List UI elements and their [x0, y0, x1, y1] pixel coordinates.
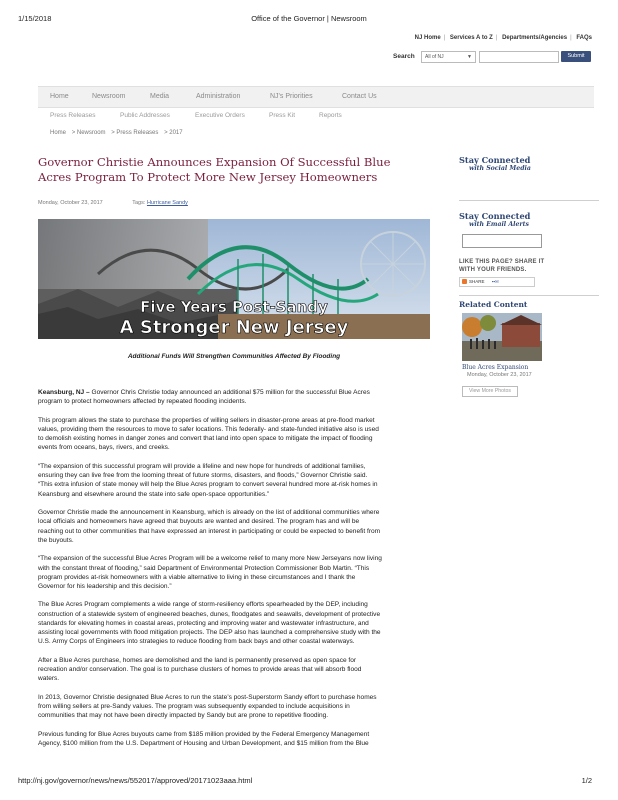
- paragraph: [38, 508, 430, 545]
- body-line: U.S. Army Corps of Engineers into strategies to reduce flooding from back bays and other coastal waterways.: [38, 638, 355, 646]
- related-title[interactable]: Blue Acres Expansion: [462, 364, 529, 371]
- paragraph: [38, 554, 430, 591]
- social-media-link[interactable]: with Social Media: [469, 165, 531, 172]
- body-line: In 2013, Governor Christie designated Blue Acres to run the state’s post-Superstorm Sandy effort to purchase homes: [38, 693, 377, 701]
- print-title: Office of the Governor | Newsroom: [251, 14, 367, 23]
- top-links: [415, 35, 592, 41]
- body-line: communities that may not have been directly impacted by Sandy but are prone to repetitive flooding.: [38, 712, 329, 720]
- breadcrumb: [50, 130, 187, 136]
- breadcrumb-press-releases[interactable]: > Press Releases: [111, 130, 159, 136]
- stay-connected-social-heading[interactable]: Stay Connected: [459, 155, 531, 165]
- hero-image: [38, 219, 430, 339]
- body-line: Governor Christie made the announcement in Keansburg, which is already on the list of additional communities where: [38, 509, 380, 517]
- view-more-photos-button[interactable]: View More Photos: [462, 386, 518, 397]
- article-subtitle: Additional Funds Will Strengthen Communities Affected By Flooding: [127, 353, 341, 360]
- search-scope-select[interactable]: [421, 51, 476, 63]
- body-text: Governor Chris Christie today announced an additional $75 million for the successful Blue Acres: [89, 389, 370, 396]
- page-number: 1/2: [581, 776, 592, 785]
- body-line: Previous funding for Blue Acres buyouts came from $185 million provided by the Federal Emergency Management: [38, 730, 370, 738]
- subnav-reports[interactable]: Reports: [319, 112, 342, 119]
- share-label: SHARE: [469, 279, 485, 284]
- divider: [459, 295, 599, 296]
- breadcrumb-year[interactable]: > 2017: [164, 130, 183, 136]
- top-link-faqs[interactable]: FAQs: [576, 35, 592, 41]
- body-line: from willing sellers at pre-Sandy values. The program was subsequently expanded to include acquisitions in: [38, 703, 350, 711]
- nav-priorities[interactable]: NJ's Priorities: [270, 93, 313, 100]
- nav-administration[interactable]: Administration: [196, 93, 241, 100]
- article-meta: [38, 200, 188, 206]
- body-line: reaching out to other communities that have expressed an interest in participating or could be expected to benefit from: [38, 527, 381, 535]
- body-line: Keansburg and elsewhere around the state into safe open-space opportunities.”: [38, 490, 270, 498]
- body-line: “The expansion of the successful Blue Acres Program will be a welcome relief to many more New Jerseyans now living: [38, 555, 382, 563]
- body-line: events from oceans, bays, rivers, and creeks.: [38, 444, 170, 452]
- search-input[interactable]: [479, 51, 559, 63]
- subnav-public-addresses[interactable]: Public Addresses: [120, 112, 170, 119]
- body-line: This program allows the state to purchase the properties of willing sellers in disaster-prone areas at pre-flood market: [38, 416, 375, 424]
- article-date: Monday, October 23, 2017: [38, 200, 103, 206]
- share-prompt-line: WITH YOUR FRIENDS.: [459, 267, 527, 273]
- related-photo[interactable]: [462, 313, 542, 361]
- body-line: assisting local governments with flood mitigation projects. The DEP also has launched a comprehensive study with the: [38, 629, 381, 637]
- body-line: with the constant threat of flooding,” said Department of Environmental Protection Commissioner Bob Martin. “This: [38, 564, 370, 572]
- body-line: standards for elevating homes in coastal areas, protecting and improving water and wastewater infrastructure, and: [38, 619, 369, 627]
- nav-newsroom[interactable]: Newsroom: [92, 93, 126, 100]
- breadcrumb-newsroom[interactable]: > Newsroom: [71, 130, 106, 136]
- top-link-departments[interactable]: Departments/Agencies: [502, 35, 568, 41]
- body-line: to demolish existing homes in danger zones and convert that land into open space to mitigate the impact of flooding: [38, 435, 373, 443]
- subnav-press-kit[interactable]: Press Kit: [269, 112, 296, 119]
- body-line: waters.: [38, 675, 60, 683]
- tag-link[interactable]: Hurricane Sandy: [146, 200, 188, 206]
- body-line: ensuring they can live free from the looming threat of future storms, disasters, and floods,” Governor Christie said.: [38, 472, 368, 480]
- separator: |: [443, 35, 446, 41]
- article-body: [38, 388, 430, 757]
- headline-line: Acres Program To Protect More New Jersey Homeowners: [38, 170, 378, 184]
- stay-connected-email-heading[interactable]: Stay Connected: [459, 211, 531, 221]
- paragraph: [38, 600, 430, 646]
- divider: [459, 200, 599, 201]
- body-line: Governor for his leadership and this decision.”: [38, 583, 172, 590]
- paragraph: [38, 656, 430, 684]
- nav-media[interactable]: Media: [150, 93, 170, 100]
- body-line: [38, 388, 430, 397]
- hero-text-1: Five Years Post-Sandy: [140, 298, 328, 316]
- paragraph: [38, 416, 430, 453]
- print-date: 1/15/2018: [18, 14, 52, 23]
- dateline: Keansburg, NJ –: [38, 389, 90, 396]
- email-alerts-link[interactable]: with Email Alerts: [469, 221, 530, 228]
- share-icon: [462, 279, 467, 284]
- body-line: values, providing them the resources to move to safer locations. This federally- and state-funded initiative also is used: [38, 425, 379, 433]
- chevron-down-icon: ▼: [467, 54, 472, 60]
- top-link-nj-home[interactable]: NJ Home: [414, 35, 441, 41]
- body-line: “This extra infusion of state money will help the Blue Acres program to convert several hundred more at-risk homes in: [38, 481, 378, 489]
- sidebar: [459, 155, 599, 397]
- related-photo-image: [462, 313, 542, 361]
- body-line: After a Blue Acres purchase, homes are demolished and the land is permanently preserved as open space for: [38, 656, 357, 664]
- share-prompt: [459, 258, 599, 274]
- top-link-services[interactable]: Services A to Z: [449, 35, 493, 41]
- share-prompt-line: LIKE THIS PAGE? SHARE IT: [459, 259, 545, 265]
- print-header: [0, 6, 618, 23]
- separator: |: [495, 35, 498, 41]
- social-icons: ▪▪✉: [491, 279, 499, 284]
- paragraph: [38, 388, 430, 407]
- subnav-press-releases[interactable]: Press Releases: [50, 112, 96, 119]
- main-nav: [38, 86, 594, 108]
- tags-label: Tags:: [132, 200, 146, 206]
- breadcrumb-home[interactable]: Home: [50, 130, 67, 136]
- separator: |: [570, 35, 572, 41]
- boardwalk-photo: [38, 219, 430, 339]
- body-line: local officials and homeowners have agreed that buyouts are wanted and desired. The program has and will be: [38, 518, 360, 526]
- body-line: The Blue Acres Program complements a wide range of storm-resiliency efforts spearheaded by the DEP, including: [38, 601, 368, 609]
- hero-text-2: A Stronger New Jersey: [119, 317, 349, 338]
- body-line: the buyouts.: [38, 536, 74, 544]
- body-line: construction of a statewide system of engineered beaches, dunes, floodgates and seawalls, development of protective: [38, 610, 381, 618]
- body-line: program provides at-risk homeowners with a viable alternative to living in these circumstances and I thank the: [38, 573, 356, 581]
- search-submit-button[interactable]: Submit: [561, 51, 591, 62]
- paragraph: [38, 693, 430, 721]
- body-line: program to protect homeowners affected by repeated flooding incidents.: [38, 398, 247, 406]
- body-line: recreation and/or conservation. The goal is to purchase clusters of homes to provide areas that will absorb flood: [38, 666, 362, 674]
- share-button[interactable]: [459, 277, 535, 287]
- page-title: [38, 155, 428, 185]
- search-label: Search: [393, 53, 415, 60]
- email-field[interactable]: [462, 234, 542, 248]
- body-line: “The expansion of this successful program will provide a lifeline and new hope for hundreds of additional families,: [38, 462, 366, 470]
- subnav-executive-orders[interactable]: Executive Orders: [195, 112, 245, 119]
- print-url: http://nj.gov/governor/news/news/552017/approved/20171023aaa.html: [18, 776, 253, 785]
- paragraph: [38, 462, 430, 499]
- nav-home[interactable]: Home: [50, 93, 69, 100]
- search-scope-value: All of NJ: [425, 54, 444, 60]
- paragraph: [38, 730, 430, 749]
- related-date: Monday, October 23, 2017: [467, 372, 532, 378]
- headline-line: Governor Christie Announces Expansion Of Successful Blue: [38, 155, 391, 169]
- body-line: Agency, $100 million from the U.S. Department of Housing and Urban Development, and $15 million from the Blue: [38, 740, 369, 747]
- nav-contact-us[interactable]: Contact Us: [342, 93, 377, 100]
- related-content-heading: Related Content: [459, 300, 528, 309]
